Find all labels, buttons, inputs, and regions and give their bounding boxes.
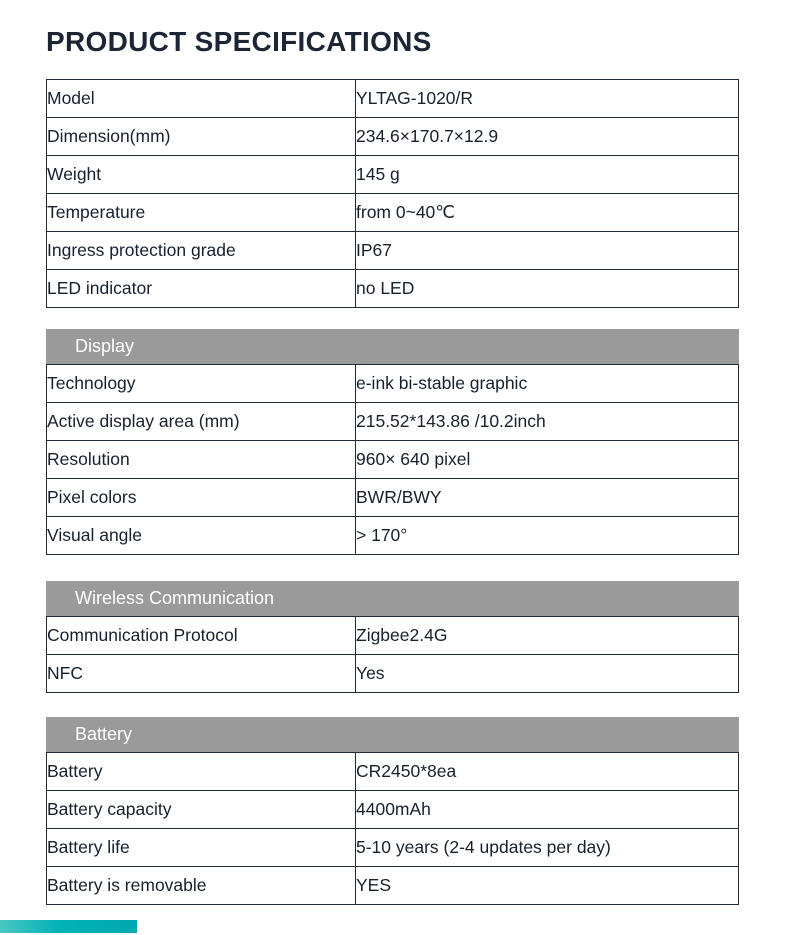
table-row <box>47 867 739 905</box>
spec-value: Yes <box>356 655 739 693</box>
spec-label: Battery life <box>47 829 356 867</box>
spec-label: Visual angle <box>47 517 356 555</box>
spec-value: no LED <box>356 270 739 308</box>
spec-value: 145 g <box>356 156 739 194</box>
table-row <box>47 441 739 479</box>
table-row <box>47 365 739 403</box>
table-row <box>47 80 739 118</box>
section-header-display: Display <box>46 329 739 364</box>
spec-value: e-ink bi-stable graphic <box>356 365 739 403</box>
spec-value: BWR/BWY <box>356 479 739 517</box>
spec-label: Battery <box>47 753 356 791</box>
section-header-battery: Battery <box>46 717 739 752</box>
spec-label: Weight <box>47 156 356 194</box>
spec-value: YLTAG-1020/R <box>356 80 739 118</box>
table-row <box>47 156 739 194</box>
section-display <box>46 329 739 555</box>
spec-value: 960× 640 pixel <box>356 441 739 479</box>
table-row <box>47 270 739 308</box>
spec-label: Ingress protection grade <box>47 232 356 270</box>
spec-label: NFC <box>47 655 356 693</box>
general-spec-table <box>46 79 739 308</box>
spec-value: IP67 <box>356 232 739 270</box>
table-row <box>47 479 739 517</box>
spec-value: YES <box>356 867 739 905</box>
table-row <box>47 655 739 693</box>
spec-value: > 170° <box>356 517 739 555</box>
spec-value: 234.6×170.7×12.9 <box>356 118 739 156</box>
spec-value: 215.52*143.86 /10.2inch <box>356 403 739 441</box>
page-title: PRODUCT SPECIFICATIONS <box>46 26 432 57</box>
spec-label: Communication Protocol <box>47 617 356 655</box>
battery-spec-table <box>46 752 739 905</box>
spec-label: Battery capacity <box>47 791 356 829</box>
table-row <box>47 517 739 555</box>
spec-label: Technology <box>47 365 356 403</box>
section-battery <box>46 717 739 905</box>
section-general <box>46 79 739 308</box>
wireless-spec-table <box>46 616 739 693</box>
table-row <box>47 791 739 829</box>
table-row <box>47 194 739 232</box>
section-wireless-communication <box>46 581 739 693</box>
table-row <box>47 617 739 655</box>
spec-value: from 0~40℃ <box>356 194 739 232</box>
display-spec-table <box>46 364 739 555</box>
spec-value: Zigbee2.4G <box>356 617 739 655</box>
spec-value: CR2450*8ea <box>356 753 739 791</box>
table-row <box>47 118 739 156</box>
spec-label: Temperature <box>47 194 356 232</box>
spec-label: Battery is removable <box>47 867 356 905</box>
table-row <box>47 232 739 270</box>
spec-label: Resolution <box>47 441 356 479</box>
table-row <box>47 403 739 441</box>
spec-label: Dimension(mm) <box>47 118 356 156</box>
spec-label: Pixel colors <box>47 479 356 517</box>
table-row <box>47 753 739 791</box>
spec-label: LED indicator <box>47 270 356 308</box>
footer-accent-bar <box>0 920 137 933</box>
spec-value: 5-10 years (2-4 updates per day) <box>356 829 739 867</box>
spec-value: 4400mAh <box>356 791 739 829</box>
spec-label: Active display area (mm) <box>47 403 356 441</box>
section-header-wireless-communication: Wireless Communication <box>46 581 739 616</box>
table-row <box>47 829 739 867</box>
spec-label: Model <box>47 80 356 118</box>
